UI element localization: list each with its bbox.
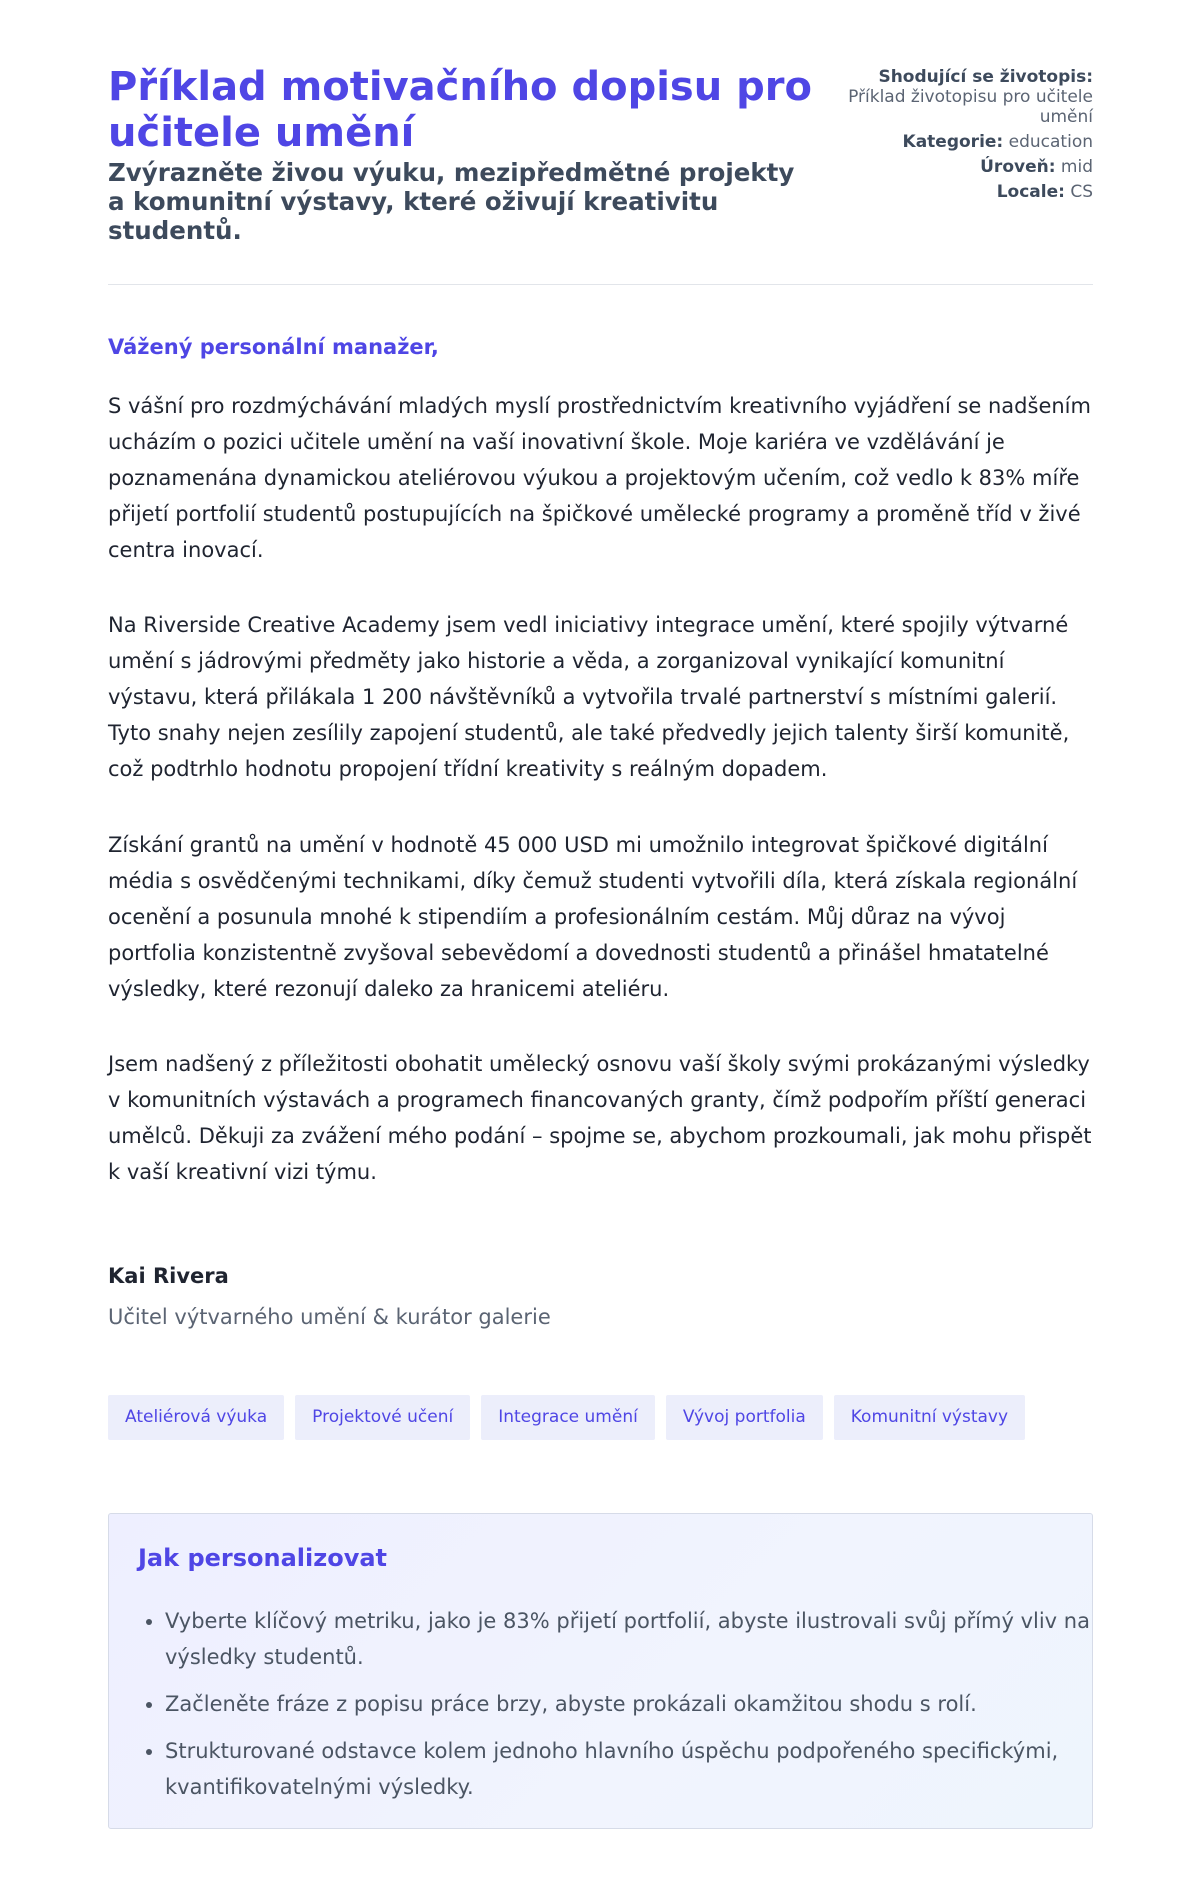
page-header [108,0,1093,285]
page-subtitle: Zvýrazněte živou výuku, mezipředmětné projekty a komunitní výstavy, které oživují kreativitu studentů. [108,158,795,245]
tag-vyvoj-portfolia[interactable]: Vývoj portfolia [666,1395,823,1440]
letter-paragraph-2: Na Riverside Creative Academy jsem vedl iniciativy integrace umění, které spojily výtvarné umění s jádrovými předměty jako historie a věda, a zorganizoval vynikající komunitní výstavu, která přilákala 1 200 návštěvníků a vytvořila trvalé partnerství s místními galerií. Tyto snahy nejen zesílily zapojení studentů, ale také předvedly jejich talenty širší komunitě, což podtrhlo hodnotu propojení třídní kreativity s reálným dopadem. [108,613,1070,781]
cover-letter-page [108,0,1093,1799]
meta-resume-value-row [823,87,1093,127]
tip-item: • Začleněte fráze z popisu práce brzy, abyste prokázali okamžitou shodu s rolí. [165,1686,1090,1722]
meta-level-value: mid [1060,157,1093,177]
letter-paragraph-3: Získání grantů na umění v hodnotě 45 000 USD mi umožnilo integrovat špičkové digitální média s osvědčenými technikami, díky čemuž studenti vytvořili díla, která získala regionální ocenění a posunula mnohé k stipendiím a profesionálním cestám. Můj důraz na vývoj portfolia konzistentně zvyšoval sebevědomí a dovednosti studentů a přinášel hmatatelné výsledky, které rezonují daleko za hranicemi ateliéru. [108,833,1078,1001]
letter-paragraph-4: Jsem nadšený z příležitosti obohatit umělecký osnovu vaší školy svými prokázanými výsledky v komunitních výstavách a programech financovaných granty, čímž podpořím příští generaci umělců. Děkuji za zvážení mého podání – spojme se, abychom prozkoumali, jak mohu přispět k vaší kreativní vizi týmu. [108,1052,1092,1184]
personalization-tips-box [108,1513,1093,1829]
tag-integrace-umeni[interactable]: Integrace umění [481,1395,655,1440]
meta-resume-value[interactable]: Příklad životopisu pro učitele umění [848,87,1093,127]
header-divider [108,284,1093,285]
meta-panel [823,67,1093,202]
letter-salutation: Vážený personální manažer, [108,335,439,359]
meta-resume-label: Shodující se životopis: [878,67,1093,87]
meta-category-value: education [1008,132,1093,152]
tips-list [138,1603,1090,1805]
letter-paragraph-1: S vášní pro rozdmýchávání mladých myslí prostřednictvím kreativního vyjádření se nadšením ucházím o pozici učitele umění na vaší inovativní škole. Moje kariéra ve vzdělávání je poznamenána dynamickou ateliérovou výukou a projektovým učením, což vedlo k 83% míře přijetí portfolií studentů postupujících na špičkové umělecké programy a proměně tříd v živé centra inovací. [108,394,1091,562]
page-title: Příklad motivačního dopisu pro učitele umění [108,64,812,156]
meta-level-label: Úroveň: [980,157,1056,177]
tip-item: • Vyberte klíčový metriku, jako je 83% přijetí portfolií, abyste ilustrovali svůj přímý vliv na výsledky studentů. [165,1603,1090,1675]
meta-level [823,157,1093,177]
signature-name: Kai Rivera [108,1264,229,1288]
skill-tags [108,1395,1025,1440]
meta-resume [823,67,1093,87]
tag-atelierova-vyuka[interactable]: Ateliérová výuka [108,1395,284,1440]
tips-title: Jak personalizovat [138,1544,388,1572]
meta-category [823,132,1093,152]
signature-role: Učitel výtvarného umění & kurátor galerie [108,1305,551,1329]
meta-category-label: Kategorie: [902,132,1004,152]
meta-locale [823,182,1093,202]
tag-komunitni-vystavy[interactable]: Komunitní výstavy [834,1395,1025,1440]
tag-projektove-uceni[interactable]: Projektové učení [295,1395,470,1440]
meta-locale-label: Locale: [996,182,1065,202]
tip-item: • Strukturované odstavce kolem jednoho hlavního úspěchu podpořeného specifickými, kvantifikovatelnými výsledky. [165,1733,1090,1805]
meta-locale-value: CS [1070,182,1093,202]
